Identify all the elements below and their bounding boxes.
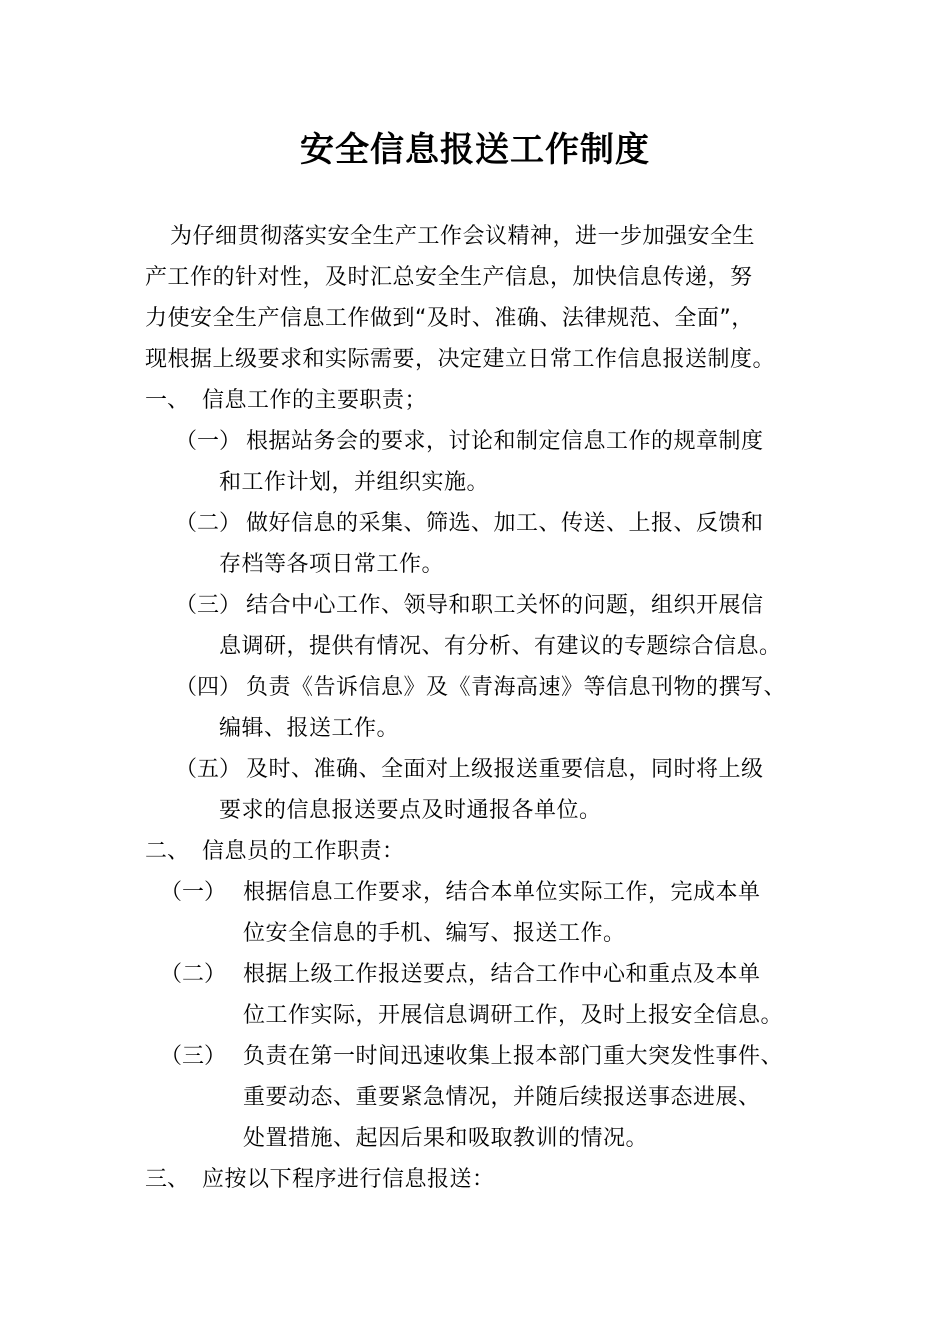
section-1-item-2-line-1: 做好信息的采集、筛选、加工、传送、上报、反馈和 bbox=[246, 511, 764, 536]
section-1-item-4-marker: （四） bbox=[175, 675, 242, 700]
section-1-item-3-line-2: 息调研，提供有情况、有分析、有建议的专题综合信息。 bbox=[219, 634, 782, 659]
section-1-heading: 信息工作的主要职责； bbox=[202, 388, 428, 413]
section-1-item-5-line-2: 要求的信息报送要点及时通报各单位。 bbox=[219, 798, 602, 823]
section-1-item-5-line-1: 及时、准确、全面对上级报送重要信息，同时将上级 bbox=[246, 757, 764, 782]
section-1-item-5-marker: （五） bbox=[175, 757, 242, 782]
section-1-item-2-line-2: 存档等各项日常工作。 bbox=[219, 552, 445, 577]
section-2-item-3-line-2: 重要动态、重要紧急情况，并随后续报送事态进展、 bbox=[243, 1085, 761, 1110]
section-1-item-3-marker: （三） bbox=[175, 593, 242, 618]
section-3-marker: 三、 bbox=[145, 1167, 190, 1192]
section-2-item-2-marker: （二） bbox=[160, 962, 227, 987]
section-1-item-4-line-2: 编辑、报送工作。 bbox=[219, 716, 400, 741]
section-1-item-4-line-1: 负责《告诉信息》及《青海高速》等信息刊物的撰写、 bbox=[246, 675, 787, 700]
section-2-item-2-line-2: 位工作实际，开展信息调研工作，及时上报安全信息。 bbox=[243, 1003, 784, 1028]
section-2-item-1-marker: （一） bbox=[160, 880, 227, 905]
section-1-marker: 一、 bbox=[145, 388, 190, 413]
intro-line-3: 力使安全生产信息工作做到“及时、准确、法律规范、全面”， bbox=[145, 306, 754, 331]
intro-line-4: 现根据上级要求和实际需要，决定建立日常工作信息报送制度。 bbox=[145, 347, 776, 372]
section-2-item-3-line-3: 处置措施、起因后果和吸取教训的情况。 bbox=[243, 1126, 649, 1151]
section-2-item-1-line-2: 位安全信息的手机、编写、报送工作。 bbox=[243, 921, 626, 946]
section-1-item-1-marker: （一） bbox=[175, 429, 242, 454]
section-2-item-2-line-1: 根据上级工作报送要点，结合工作中心和重点及本单 bbox=[243, 962, 761, 987]
section-2-heading: 信息员的工作职责： bbox=[202, 839, 405, 864]
section-1-item-2-marker: （二） bbox=[175, 511, 242, 536]
intro-line-1: 为仔细贯彻落实安全生产工作会议精神，进一步加强安全生 bbox=[170, 224, 756, 249]
section-2-item-3-line-1: 负责在第一时间迅速收集上报本部门重大突发性事件、 bbox=[243, 1044, 784, 1069]
intro-line-2: 产工作的针对性，及时汇总安全生产信息，加快信息传递，努 bbox=[145, 265, 753, 290]
section-1-item-1-line-1: 根据站务会的要求，讨论和制定信息工作的规章制度 bbox=[246, 429, 764, 454]
section-2-item-1-line-1: 根据信息工作要求，结合本单位实际工作，完成本单 bbox=[243, 880, 761, 905]
section-3-heading: 应按以下程序进行信息报送： bbox=[202, 1167, 495, 1192]
document-title: 安全信息报送工作制度 bbox=[300, 130, 650, 170]
section-2-item-3-marker: （三） bbox=[160, 1044, 227, 1069]
section-1-item-1-line-2: 和工作计划，并组织实施。 bbox=[219, 470, 490, 495]
section-1-item-3-line-1: 结合中心工作、领导和职工关怀的问题，组织开展信 bbox=[246, 593, 764, 618]
section-2-marker: 二、 bbox=[145, 839, 190, 864]
